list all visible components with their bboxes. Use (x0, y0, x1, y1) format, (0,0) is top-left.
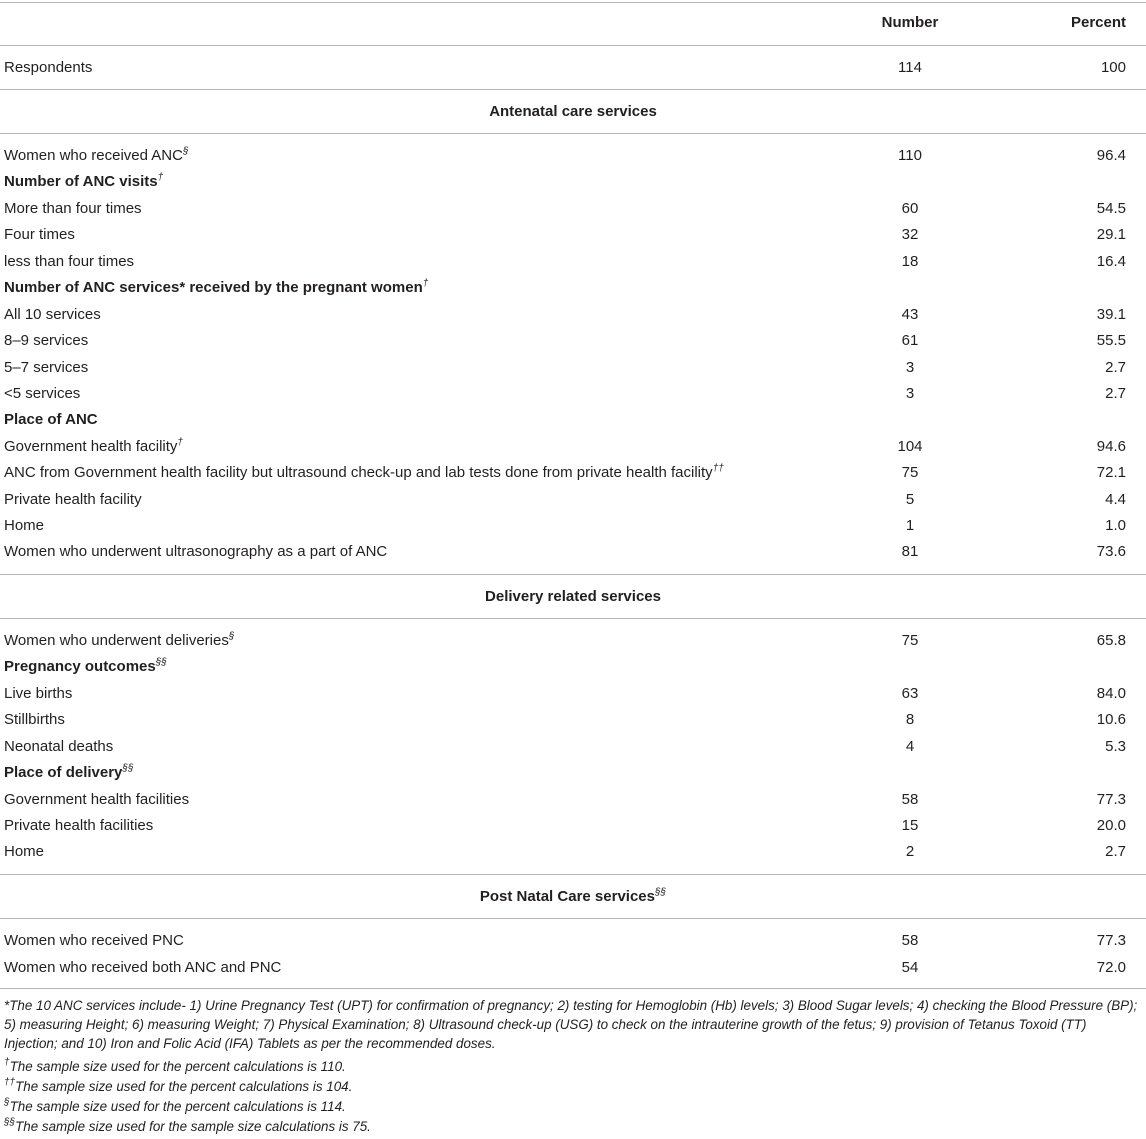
table-row (0, 513, 1146, 539)
row-number: 60 (901, 200, 919, 217)
table-row (0, 196, 1146, 222)
row-percent: 39.1 (1096, 306, 1126, 323)
row-label: less than four times (4, 253, 135, 270)
table-row (0, 955, 1146, 981)
table-row (0, 460, 1146, 486)
row-label: Number of ANC services* received by the pregnant women† (4, 278, 429, 296)
section-heading-pnc (0, 884, 1146, 910)
footnote-mark: †† (712, 463, 724, 474)
table-row (0, 487, 1146, 513)
table-row (0, 328, 1146, 354)
column-header-number: Number (881, 14, 939, 31)
table-top-rule (0, 2, 1146, 3)
footnote-dagger: †The sample size used for the percent calculations is 110. (4, 1057, 346, 1074)
footnote-double-dagger: ††The sample size used for the percent calculations is 104. (4, 1077, 353, 1094)
table-row (0, 707, 1146, 733)
subheading-anc-services (0, 275, 1146, 301)
row-percent: 20.0 (1096, 817, 1126, 834)
section-rule (0, 574, 1146, 575)
row-number: 58 (901, 932, 919, 949)
row-number: 110 (898, 147, 922, 164)
row-percent: 84.0 (1096, 685, 1126, 702)
footnote-mark: §§ (155, 657, 167, 668)
row-number: 54 (901, 959, 919, 976)
section-rule (0, 618, 1146, 619)
row-percent: 54.5 (1096, 200, 1126, 217)
footnote-section: §The sample size used for the percent calculations is 114. (4, 1097, 346, 1114)
row-number: 104 (897, 438, 923, 455)
row-number: 3 (905, 359, 915, 376)
row-label: Pregnancy outcomes§§ (4, 657, 167, 675)
table-row (0, 355, 1146, 381)
section-title: Delivery related services (485, 588, 661, 605)
row-label: Women who received PNC (4, 932, 184, 949)
row-label: Home (4, 517, 45, 534)
row-percent: 96.4 (1096, 147, 1126, 164)
row-label: Live births (4, 685, 73, 702)
section-title: Post Natal Care services§§ (479, 887, 667, 905)
table-bottom-rule (0, 988, 1146, 989)
row-percent: 72.1 (1096, 464, 1126, 481)
table-row (0, 734, 1146, 760)
table-row (0, 222, 1146, 248)
row-label: ANC from Government health facility but ultrasound check-up and lab tests done from private health facility†† (4, 463, 724, 481)
row-percent: 2.7 (1105, 359, 1126, 376)
row-number: 1 (905, 517, 915, 534)
table-row (0, 434, 1146, 460)
section-rule (0, 133, 1146, 134)
row-number: 114 (898, 59, 922, 76)
row-number: 63 (901, 685, 919, 702)
row-number: 61 (901, 332, 919, 349)
table-row (0, 681, 1146, 707)
footnote-mark: † (422, 278, 429, 289)
footnote-mark: § (228, 631, 235, 642)
table-row (0, 381, 1146, 407)
row-percent: 4.4 (1105, 491, 1126, 508)
column-header-percent: Percent (1070, 14, 1126, 31)
row-label: Home (4, 843, 45, 860)
footnote-mark: † (177, 437, 183, 448)
footnote-mark: § (182, 146, 189, 157)
row-label: Women who underwent deliveries§ (4, 631, 235, 649)
table-row (0, 249, 1146, 275)
row-label: All 10 services (4, 306, 101, 323)
row-label: Government health facilities (4, 791, 190, 808)
row-percent: 5.3 (1105, 738, 1126, 755)
row-number: 4 (905, 738, 915, 755)
row-percent: 55.5 (1096, 332, 1126, 349)
row-percent: 94.6 (1096, 438, 1126, 455)
row-label: Neonatal deaths (4, 738, 114, 755)
row-percent: 1.0 (1105, 517, 1126, 534)
row-label: Private health facility (4, 491, 142, 508)
table-row (0, 302, 1146, 328)
row-number: 75 (901, 632, 919, 649)
row-number: 75 (901, 464, 919, 481)
table-row (0, 839, 1146, 865)
row-percent: 77.3 (1096, 791, 1126, 808)
row-number: 3 (905, 385, 915, 402)
subheading-place-of-delivery (0, 760, 1146, 786)
row-percent: 100 (1100, 59, 1126, 76)
row-percent: 16.4 (1096, 253, 1126, 270)
section-rule (0, 89, 1146, 90)
table-row (0, 539, 1146, 565)
row-label: Number of ANC visits† (4, 172, 164, 190)
row-label: 5–7 services (4, 359, 89, 376)
section-heading-delivery (0, 584, 1146, 610)
row-number: 18 (901, 253, 919, 270)
row-label: Place of delivery§§ (4, 763, 134, 781)
footnote-double-section: §§The sample size used for the sample size calculations is 75. (4, 1117, 371, 1134)
row-percent: 29.1 (1096, 226, 1126, 243)
subheading-pregnancy-outcomes (0, 654, 1146, 680)
subheading-place-of-anc (0, 407, 1146, 433)
footnote-mark: §§ (122, 763, 134, 774)
row-percent: 65.8 (1096, 632, 1126, 649)
table-row (0, 787, 1146, 813)
row-percent: 10.6 (1096, 711, 1126, 728)
row-label: Four times (4, 226, 75, 243)
row-label: Women who received both ANC and PNC (4, 959, 282, 976)
row-percent: 73.6 (1096, 543, 1126, 560)
row-number: 58 (901, 791, 919, 808)
footnote-mark: † (157, 172, 164, 183)
footnote-mark: §§ (654, 887, 667, 898)
table-row (0, 143, 1146, 169)
row-percent: 2.7 (1105, 843, 1126, 860)
row-label: Stillbirths (4, 711, 65, 728)
section-rule (0, 918, 1146, 919)
row-label: Women who underwent ultrasonography as a part of ANC (4, 543, 388, 560)
row-number: 2 (905, 843, 915, 860)
row-label: Women who received ANC§ (4, 146, 189, 164)
row-number: 5 (905, 491, 915, 508)
row-percent: 72.0 (1096, 959, 1126, 976)
footnote-anc-services: *The 10 ANC services include- 1) Urine Pregnancy Test (UPT) for confirmation of pregnancy; 2) testing for Hemoglobin (Hb) levels; 3) Blood Sugar levels; 4) checking the Blood Pressure (BP); 5) measuring Height; 6) measuring Weight; 7) Physical Examination; 8) Ultrasound check-up (USG) to check on the intrauterine growth of the fetus; 9) provision of Tetanus Toxoid (TT) Injection; and 10) Iron and Folic Acid (IFA) Tablets as per the recommended doses. (4, 998, 1138, 1051)
row-label: More than four times (4, 200, 142, 217)
header-rule (0, 45, 1146, 46)
table-row-respondents (0, 55, 1146, 81)
row-number: 32 (901, 226, 919, 243)
row-label: Place of ANC (4, 411, 98, 428)
row-label: <5 services (4, 385, 81, 402)
row-label: Respondents (4, 59, 93, 76)
section-rule (0, 874, 1146, 875)
section-heading-anc (0, 99, 1146, 125)
row-percent: 77.3 (1096, 932, 1126, 949)
section-title: Antenatal care services (489, 103, 657, 120)
table-header (0, 10, 1146, 36)
row-label: 8–9 services (4, 332, 89, 349)
row-percent: 2.7 (1105, 385, 1126, 402)
table-row (0, 928, 1146, 954)
table-row (0, 813, 1146, 839)
row-number: 81 (901, 543, 919, 560)
row-number: 8 (905, 711, 915, 728)
subheading-anc-visits (0, 169, 1146, 195)
row-label: Private health facilities (4, 817, 154, 834)
table-row (0, 628, 1146, 654)
row-number: 43 (901, 306, 919, 323)
row-label: Government health facility† (4, 437, 183, 455)
row-number: 15 (901, 817, 919, 834)
